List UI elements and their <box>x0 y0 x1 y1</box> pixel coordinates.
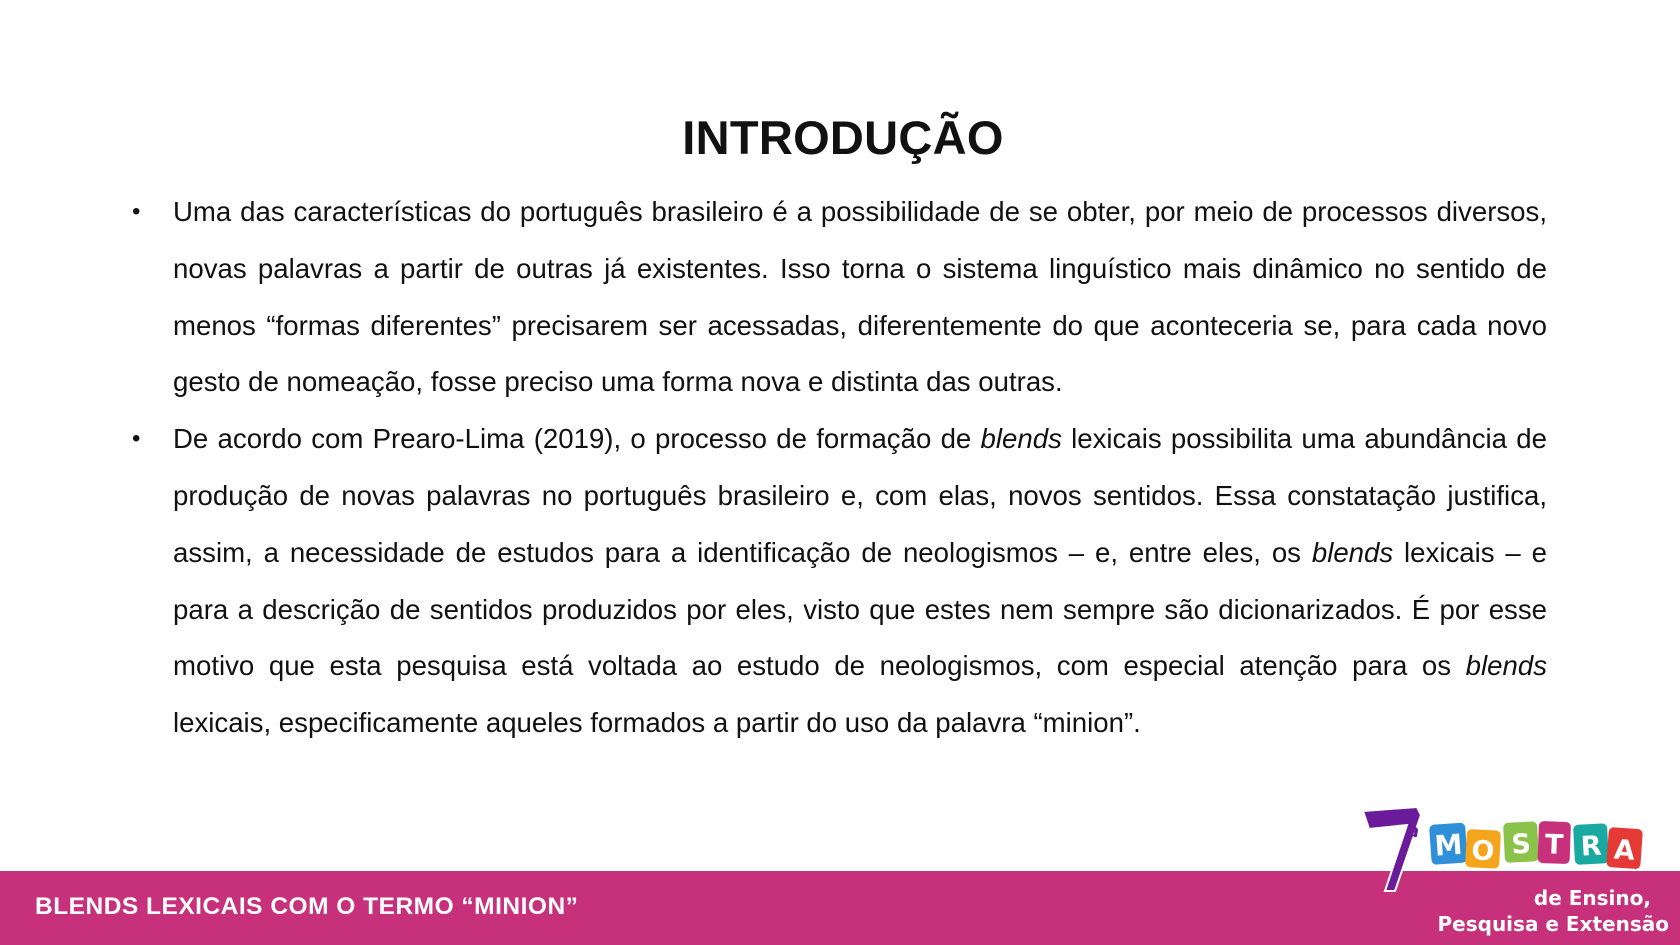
bullet-dot: • <box>132 425 141 453</box>
logo-line-1: de Ensino, <box>1533 886 1651 910</box>
italic-term: blends <box>1311 536 1394 568</box>
bullet-item <box>132 411 1547 752</box>
bullet-text-segment: lexicais, especificamente aqueles formados a partir do uso da palavra “minion”. <box>173 707 1141 739</box>
bullet-item <box>132 184 1547 411</box>
logo-letter-tiles <box>1429 821 1643 869</box>
logo-letter: S <box>1510 828 1532 861</box>
bullet-text-segment: lexicais – e para a descrição de sentidos produzidos por eles, visto que estes nem sempre são dicionarizados. É por esse motivo que esta pesquisa está voltada ao estudo de neologismos, com especial atenção para os <box>173 536 1547 682</box>
bullet-text: Uma das características do português brasileiro é a possibilidade de se obter, por meio de processos diversos, novas palavras a partir de outras já existentes. Isso torna o sistema linguístico mais dinâmico no sentido de menos “formas diferentes” precisarem ser acessadas, diferentemente do que aconteceria se, para cada novo gesto de nomeação, fosse preciso uma forma nova e distinta das outras. <box>173 196 1547 398</box>
logo-seven <box>1363 807 1421 891</box>
bullet-list <box>132 184 1547 752</box>
bullet-dot: • <box>132 198 141 225</box>
logo-letter: O <box>1470 835 1496 868</box>
logo-letter: M <box>1433 827 1464 863</box>
italic-term: blends <box>1465 650 1547 682</box>
logo-letter: T <box>1544 829 1564 861</box>
mostra-logo <box>1355 805 1680 945</box>
slide-title: INTRODUÇÃO <box>682 111 1004 164</box>
italic-term: blends <box>980 423 1062 455</box>
logo-letter: A <box>1612 834 1636 867</box>
bullet-text-segment: lexicais possibilita uma abundância de produção de novas palavras no português brasileiro e, com elas, novos sentidos. Essa constatação justifica, assim, a necessidade de estudos para a identificação de neologismos – e, entre eles, os <box>173 423 1547 568</box>
logo-superscript: a <box>1407 821 1420 842</box>
logo-line-2: Pesquisa e Extensão <box>1437 912 1669 936</box>
footer-title: BLENDS LEXICAIS COM O TERMO “MINION” <box>35 893 579 920</box>
logo-letter: R <box>1579 830 1603 863</box>
bullet-text-segment: De acordo com Prearo-Lima (2019), o processo de formação de <box>173 423 981 455</box>
